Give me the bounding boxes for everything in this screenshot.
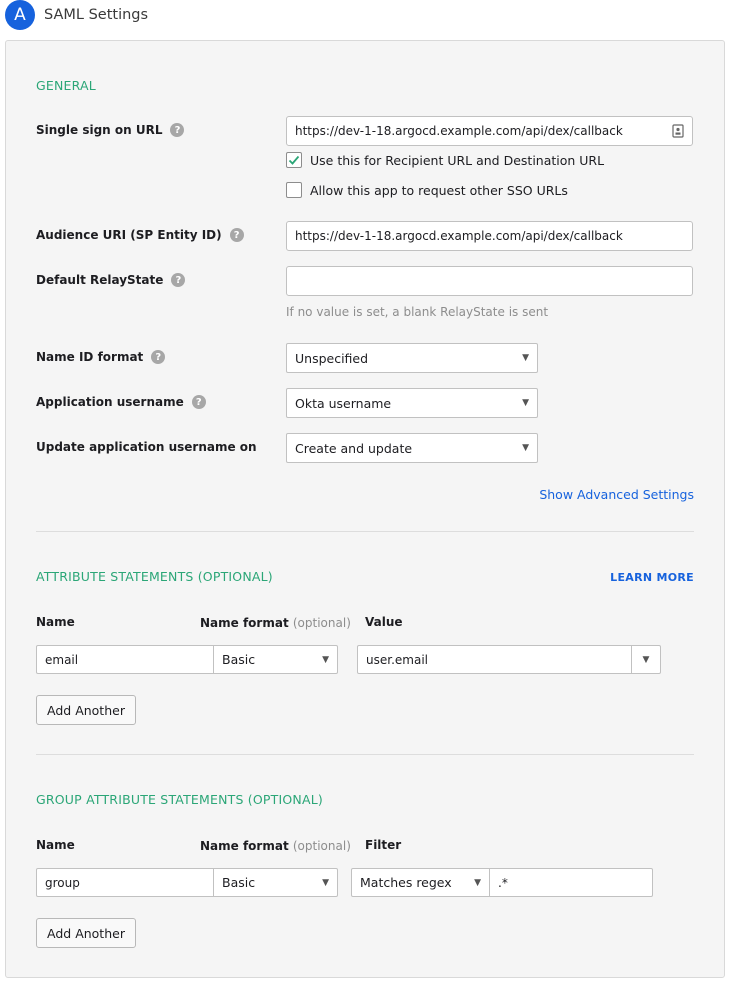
question-icon[interactable]: ?	[151, 350, 165, 364]
attr-format-value: Basic	[222, 652, 256, 667]
question-icon[interactable]: ?	[192, 395, 206, 409]
allow-sso-urls-checkbox-label: Allow this app to request other SSO URLs	[310, 182, 568, 198]
checkmark-icon	[288, 154, 300, 166]
group-name-value: group	[45, 875, 80, 890]
name-id-format-select[interactable]	[286, 343, 538, 373]
question-icon[interactable]: ?	[171, 273, 185, 287]
attribute-statements-title: ATTRIBUTE STATEMENTS (OPTIONAL)	[36, 569, 273, 584]
allow-sso-urls-checkbox[interactable]	[286, 182, 302, 198]
group-filter-value-input[interactable]	[489, 868, 653, 897]
app-username-value: Okta username	[295, 395, 392, 411]
update-username-value: Create and update	[295, 440, 413, 456]
update-username-label-text: Update application username on	[36, 440, 257, 454]
group-add-another-button[interactable]: Add Another	[36, 918, 136, 948]
attr-col-format-text: Name format	[200, 616, 289, 630]
relay-state-input[interactable]	[286, 266, 693, 296]
group-format-select[interactable]	[213, 868, 338, 897]
allow-sso-urls-checkbox-row[interactable]	[286, 182, 568, 198]
group-filter-type-select[interactable]	[351, 868, 490, 897]
name-id-format-label-text: Name ID format	[36, 350, 144, 364]
group-filter-type-value: Matches regex	[360, 875, 452, 890]
recipient-url-checkbox-label: Use this for Recipient URL and Destination URL	[310, 152, 605, 168]
show-advanced-settings-link[interactable]: Show Advanced Settings	[539, 487, 694, 502]
relay-state-hint: If no value is set, a blank RelayState is sent	[286, 305, 549, 319]
attr-name-value: email	[45, 652, 79, 667]
app-username-label	[36, 395, 206, 409]
section-divider	[36, 531, 694, 532]
attr-format-select[interactable]	[213, 645, 338, 674]
caret-down-icon: ▼	[474, 877, 481, 888]
update-username-select[interactable]	[286, 433, 538, 463]
app-username-label-text: Application username	[36, 395, 184, 409]
section-divider	[36, 754, 694, 755]
attr-value-value: user.email	[366, 652, 428, 667]
caret-down-icon: ▼	[322, 877, 329, 888]
group-format-value: Basic	[222, 875, 256, 890]
relay-state-label-text: Default RelayState	[36, 273, 164, 287]
recipient-url-checkbox-row[interactable]	[286, 152, 604, 168]
saml-settings-panel	[5, 40, 725, 978]
attr-add-another-button[interactable]: Add Another	[36, 695, 136, 725]
attr-value-dropdown-button[interactable]	[631, 645, 661, 674]
audience-uri-label	[36, 228, 244, 242]
name-id-format-value: Unspecified	[295, 350, 369, 366]
attr-col-value: Value	[365, 615, 403, 629]
learn-more-link[interactable]: LEARN MORE	[610, 571, 694, 584]
caret-down-icon: ▼	[522, 398, 529, 408]
caret-down-icon: ▼	[642, 654, 650, 665]
audience-uri-value: https://dev-1-18.argocd.example.com/api/dex/callback	[295, 229, 623, 243]
group-name-input[interactable]	[36, 868, 214, 897]
caret-down-icon: ▼	[322, 654, 329, 665]
caret-down-icon: ▼	[522, 353, 529, 363]
group-attribute-statements-title: GROUP ATTRIBUTE STATEMENTS (OPTIONAL)	[36, 792, 323, 807]
attr-name-input[interactable]	[36, 645, 214, 674]
attr-col-format-optional: (optional)	[292, 616, 351, 630]
page-title: SAML Settings	[44, 7, 149, 23]
attr-value-input[interactable]	[357, 645, 632, 674]
contact-card-icon[interactable]	[672, 124, 684, 138]
audience-uri-input[interactable]	[286, 221, 693, 251]
sso-url-label	[36, 123, 184, 137]
group-filter-value: .*	[498, 875, 508, 890]
general-section-title: GENERAL	[36, 78, 96, 93]
step-indicator: A	[5, 0, 35, 30]
attr-col-name: Name	[36, 615, 75, 629]
name-id-format-label	[36, 350, 165, 364]
audience-uri-label-text: Audience URI (SP Entity ID)	[36, 228, 222, 242]
sso-url-label-text: Single sign on URL	[36, 123, 163, 137]
app-username-select[interactable]	[286, 388, 538, 418]
page-header	[5, 0, 725, 30]
group-col-filter: Filter	[365, 838, 402, 852]
sso-url-input[interactable]	[286, 116, 693, 146]
recipient-url-checkbox[interactable]	[286, 152, 302, 168]
attr-col-format	[200, 616, 351, 630]
question-icon[interactable]: ?	[170, 123, 184, 137]
question-icon[interactable]: ?	[230, 228, 244, 242]
group-col-format	[200, 839, 351, 853]
group-col-format-optional: (optional)	[292, 839, 351, 853]
group-col-name: Name	[36, 838, 75, 852]
update-username-label	[36, 440, 257, 454]
caret-down-icon: ▼	[522, 443, 529, 453]
sso-url-value: https://dev-1-18.argocd.example.com/api/dex/callback	[295, 124, 623, 138]
group-col-format-text: Name format	[200, 839, 289, 853]
relay-state-label	[36, 273, 185, 287]
